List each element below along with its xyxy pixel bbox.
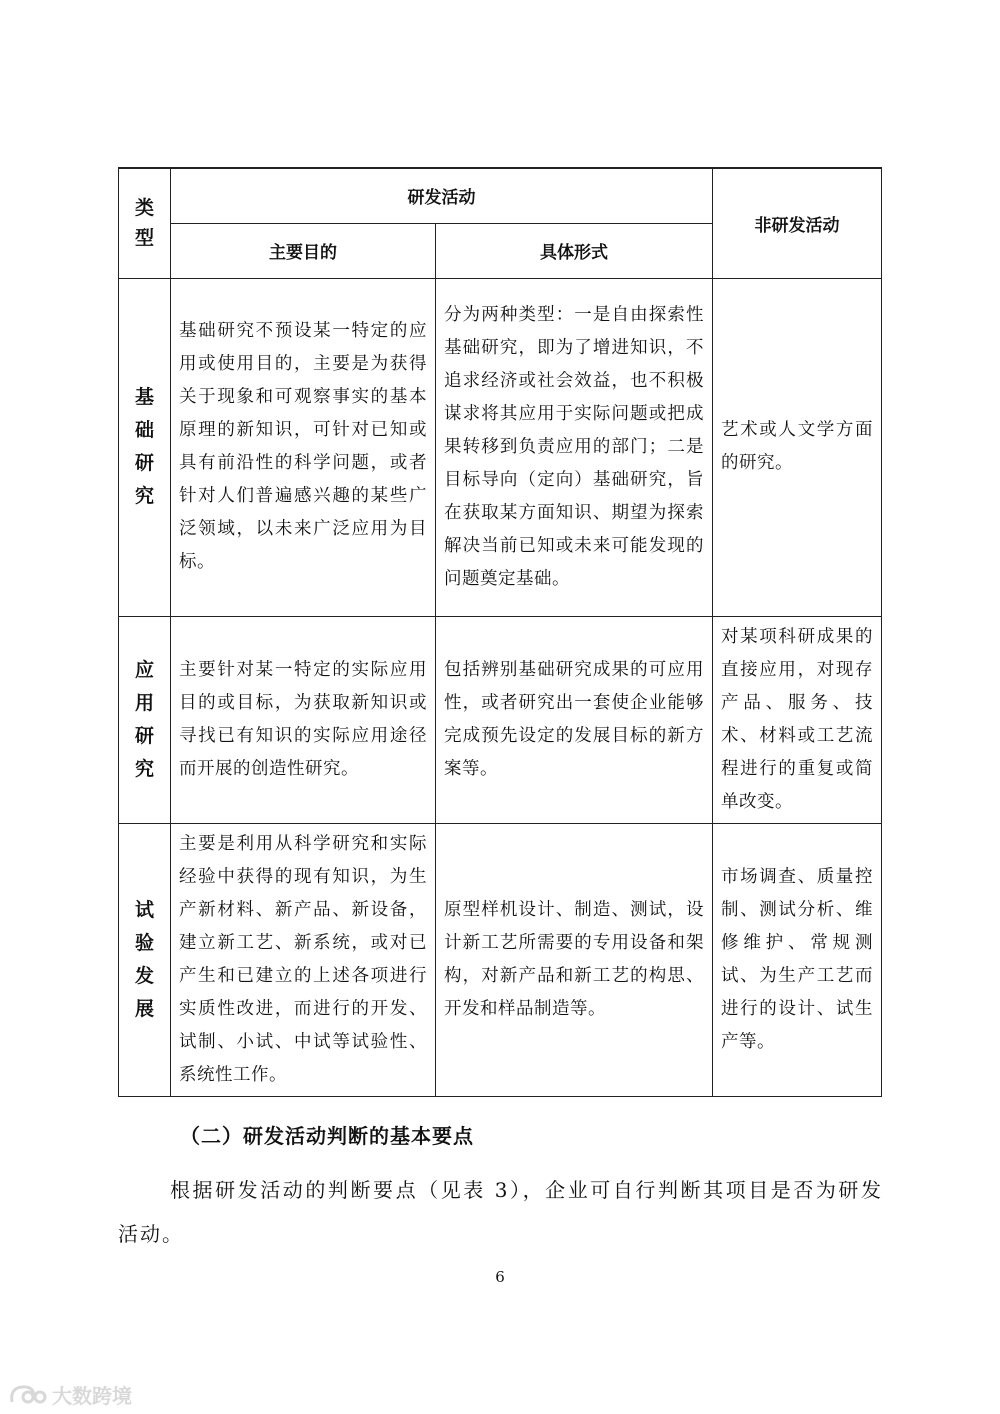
specific-form-header: 具体形式 — [436, 223, 713, 278]
row-non-rd: 艺术或人文学方面的研究。 — [713, 278, 882, 616]
watermark-logo-icon — [8, 1382, 48, 1408]
table-row — [119, 278, 882, 616]
row-form: 包括辨别基础研究成果的可应用性，或者研究出一套使企业能够完成预先设定的发展目标的新方案等。 — [436, 616, 713, 823]
table-row — [119, 616, 882, 823]
non-rd-activity-header: 非研发活动 — [713, 168, 882, 278]
row-type — [119, 278, 171, 616]
main-purpose-header: 主要目的 — [171, 223, 436, 278]
row-type-label: 基础研究 — [134, 386, 154, 507]
row-purpose: 主要针对某一特定的实际应用目的或目标，为获取新知识或寻找已有知识的实际应用途径而开展的创造性研究。 — [171, 616, 436, 823]
row-non-rd: 市场调查、质量控制、测试分析、维修维护、常规测试、为生产工艺而进行的设计、试生产等。 — [713, 823, 882, 1096]
row-purpose: 主要是利用从科学研究和实际经验中获得的现有知识，为生产新材料、新产品、新设备，建立新工艺、新系统，或对已产生和已建立的上述各项进行实质性改进，而进行的开发、试制、小试、中试等试验性、系统性工作。 — [171, 823, 436, 1096]
rd-activity-header: 研发活动 — [171, 168, 713, 223]
row-form: 分为两种类型：一是自由探索性基础研究，即为了增进知识，不追求经济或社会效益，也不积极谋求将其应用于实际问题或把成果转移到负责应用的部门；二是目标导向（定向）基础研究，旨在获取某方面知识、期望为探索解决当前已知或未来可能发现的问题奠定基础。 — [436, 278, 713, 616]
table-row — [119, 823, 882, 1096]
type-header — [119, 168, 171, 278]
section-heading: （二）研发活动判断的基本要点 — [180, 1124, 474, 1148]
row-type — [119, 823, 171, 1096]
type-header-label: 类型 — [134, 197, 154, 250]
page-number: 6 — [495, 1268, 505, 1286]
row-type — [119, 616, 171, 823]
row-non-rd: 对某项科研成果的直接应用，对现存产品、服务、技术、材料或工艺流程进行的重复或简单改变。 — [713, 616, 882, 823]
rd-activity-table — [118, 167, 882, 1097]
row-purpose: 基础研究不预设某一特定的应用或使用目的，主要是为获得关于现象和可观察事实的基本原理的新知识，可针对已知或具有前沿性的科学问题，或者针对人们普遍感兴趣的某些广泛领域，以未来广泛应用为目标。 — [171, 278, 436, 616]
row-type-label: 应用研究 — [134, 658, 154, 780]
body-paragraph: 根据研发活动的判断要点（见表 3），企业可自行判断其项目是否为研发活动。 — [118, 1178, 883, 1246]
row-type-label: 试验发展 — [134, 898, 154, 1020]
watermark-text: 大数跨境 — [52, 1384, 132, 1408]
watermark — [8, 1380, 132, 1409]
row-form: 原型样机设计、制造、测试，设计新工艺所需要的专用设备和架构，对新产品和新工艺的构思、开发和样品制造等。 — [436, 823, 713, 1096]
